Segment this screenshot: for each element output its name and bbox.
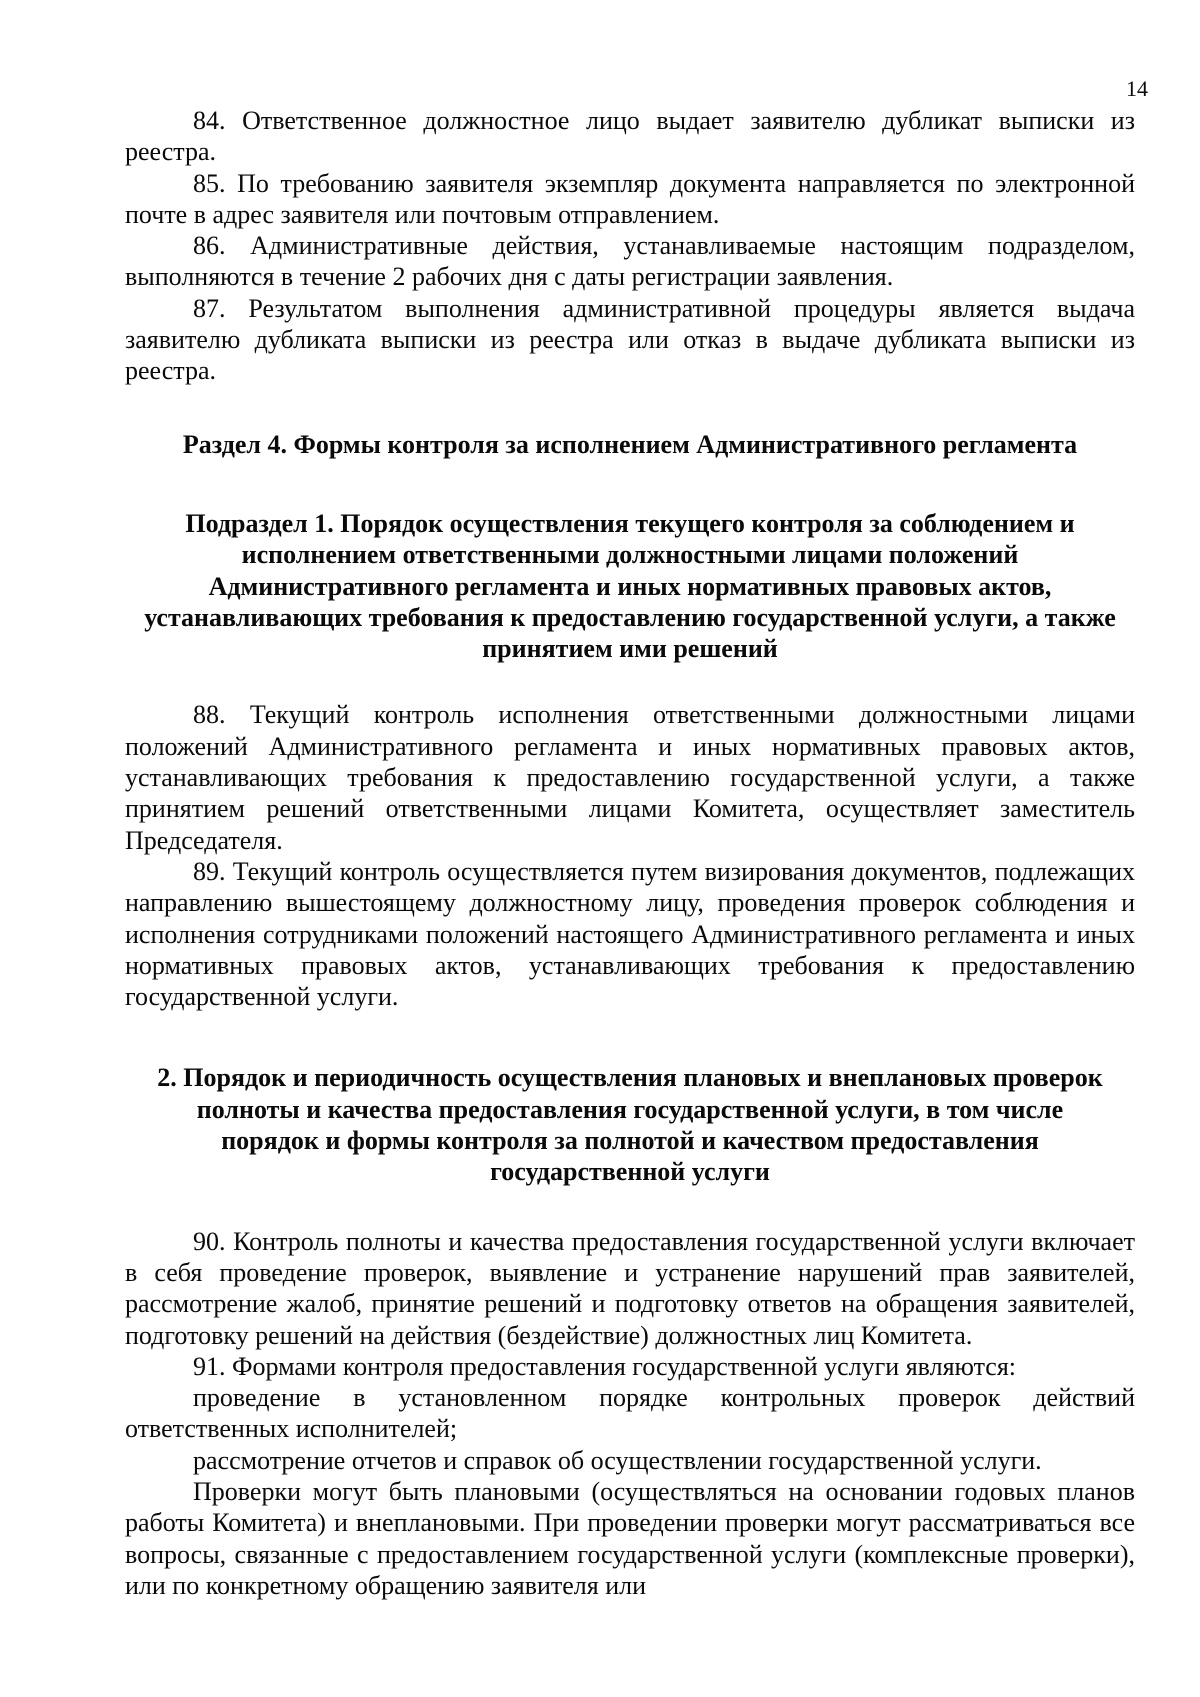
paragraph-88: 88. Текущий контроль исполнения ответственными должностными лицами положений Административного регламента и иных нормативных правовых актов, устанавливающих требования к предоставлению государственной услуги, а также принятием решений ответственными лицами Комитета, осуществляет заместитель Председателя. <box>125 700 1135 855</box>
paragraph-90: 90. Контроль полноты и качества предоставления государственной услуги включает в себя проведение проверок, выявление и устранение нарушений прав заявителей, рассмотрение жалоб, принятие решений и подготовку ответов на обращения заявителей, подготовку решений на действия (бездействие) должностных лиц Комитета. <box>125 1226 1135 1350</box>
section-4-heading: Раздел 4. Формы контроля за исполнением Административного регламента <box>182 429 1078 459</box>
subsection-2-heading: 2. Порядок и периодичность осуществления плановых и внеплановых проверок полноты и качества предоставления государственной услуги, в том числе порядок и формы контроля за полнотой и качеством предоставления государственной услуги <box>157 1063 1103 1187</box>
paragraph-checks: Проверки могут быть плановыми (осуществляться на основании годовых планов работы Комитета) и внеплановыми. При проведении проверки могут рассматриваться все вопросы, связанные с предоставлением государственной услуги (комплексные проверки), или по конкретному обращению заявителя или <box>125 1476 1135 1600</box>
paragraph-89: 89. Текущий контроль осуществляется путем визирования документов, подлежащих направлению вышестоящему должностному лицу, проведения проверок соблюдения и исполнения сотрудниками положений настоящего Административного регламента и иных нормативных правовых актов, устанавливающих требования к предоставлению государственной услуги. <box>125 856 1135 1012</box>
paragraph-87: 87. Результатом выполнения административной процедуры является выдача заявителю дубликата выписки из реестра или отказ в выдаче дубликата выписки из реестра. <box>125 293 1135 386</box>
paragraph-91-item-1: проведение в установленном порядке контрольных проверок действий ответственных исполнителей; <box>125 1383 1135 1444</box>
paragraph-85: 85. По требованию заявителя экземпляр документа направляется по электронной почте в адрес заявителя или почтовым отправлением. <box>125 168 1135 229</box>
page-number: 14 <box>1126 76 1148 101</box>
paragraph-86: 86. Административные действия, устанавливаемые настоящим подразделом, выполняются в течение 2 рабочих дня с даты регистрации заявления. <box>125 231 1135 292</box>
subsection-1-heading: Подраздел 1. Порядок осуществления текущего контроля за соблюдением и исполнением ответственными должностными лицами положений Административного регламента и иных нормативных правовых актов, устанавливающих требования к предоставлению государственной услуги, а также принятием ими решений <box>144 508 1116 664</box>
paragraph-91: 91. Формами контроля предоставления государственной услуги являются: <box>193 1351 1017 1381</box>
document-body <box>125 105 1135 1601</box>
paragraph-84: 84. Ответственное должностное лицо выдает заявителю дубликат выписки из реестра. <box>125 106 1135 167</box>
paragraph-91-item-2: рассмотрение отчетов и справок об осуществлении государственной услуги. <box>193 1445 1042 1475</box>
